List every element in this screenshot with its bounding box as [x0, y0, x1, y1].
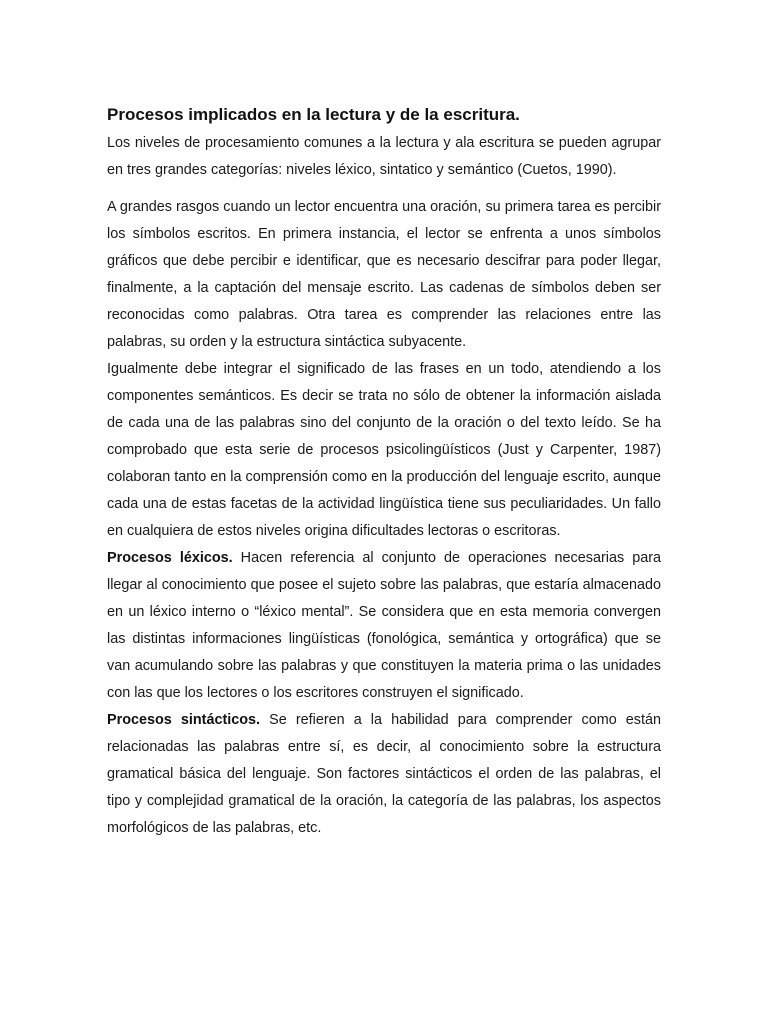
paragraph-lexical-processes — [107, 545, 661, 707]
syntactic-processes-text: Se refieren a la habilidad para comprender como están relacionadas las palabras entre sí, es decir, al conocimiento sobre la estructura gramatical básica del lenguaje. Son factores sintácticos el orden de las palabras, el tipo y complejidad gramatical de la oración, la categoría de las palabras, los aspectos morfológicos de las palabras, etc. — [107, 712, 661, 836]
syntactic-processes-term: Procesos sintácticos. — [107, 712, 261, 728]
paragraph-perception: A grandes rasgos cuando un lector encuentra una oración, su primera tarea es percibir los símbolos escritos. En primera instancia, el lector se enfrenta a unos símbolos gráficos que debe percibir e identificar, que es necesario descifrar para poder llegar, finalmente, a la captación del mensaje escrito. Las cadenas de símbolos deben ser reconocidas como palabras. Otra tarea es comprender las relaciones entre las palabras, su orden y la estructura sintáctica subyacente. — [107, 199, 661, 350]
paragraph-integration: Igualmente debe integrar el significado de las frases en un todo, atendiendo a los componentes semánticos. Es decir se trata no sólo de obtener la información aislada de cada una de las palabras sino del conjunto de la oración o del texto leído. Se ha comprobado que esta serie de procesos psicolingüísticos (Just y Carpenter, 1987) colaboran tanto en la comprensión como en la producción del lenguaje escrito, aunque cada una de estas facetas de la actividad lingüística tiene sus peculiaridades. Un fallo en cualquiera de estos niveles origina dificultades lectoras o escritoras. — [107, 361, 661, 539]
paragraph-syntactic-processes — [107, 707, 661, 842]
paragraph-intro: Los niveles de procesamiento comunes a la lectura y ala escritura se pueden agrupar en tres grandes categorías: niveles léxico, sintatico y semántico (Cuetos, 1990). — [107, 135, 661, 178]
lexical-processes-text: Hacen referencia al conjunto de operaciones necesarias para llegar al conocimiento que posee el sujeto sobre las palabras, que estaría almacenado en un léxico interno o “léxico mental”. Se considera que en esta memoria convergen las distintas informaciones lingüísticas (fonológica, semántica y ortográfica) que se van acumulando sobre las palabras y que constituyen la materia prima o las unidades con las que los lectores o los escritores construyen el significado. — [107, 550, 661, 701]
document-page — [107, 104, 661, 842]
document-title: Procesos implicados en la lectura y de la escritura. — [107, 105, 520, 124]
lexical-processes-term: Procesos léxicos. — [107, 550, 233, 566]
